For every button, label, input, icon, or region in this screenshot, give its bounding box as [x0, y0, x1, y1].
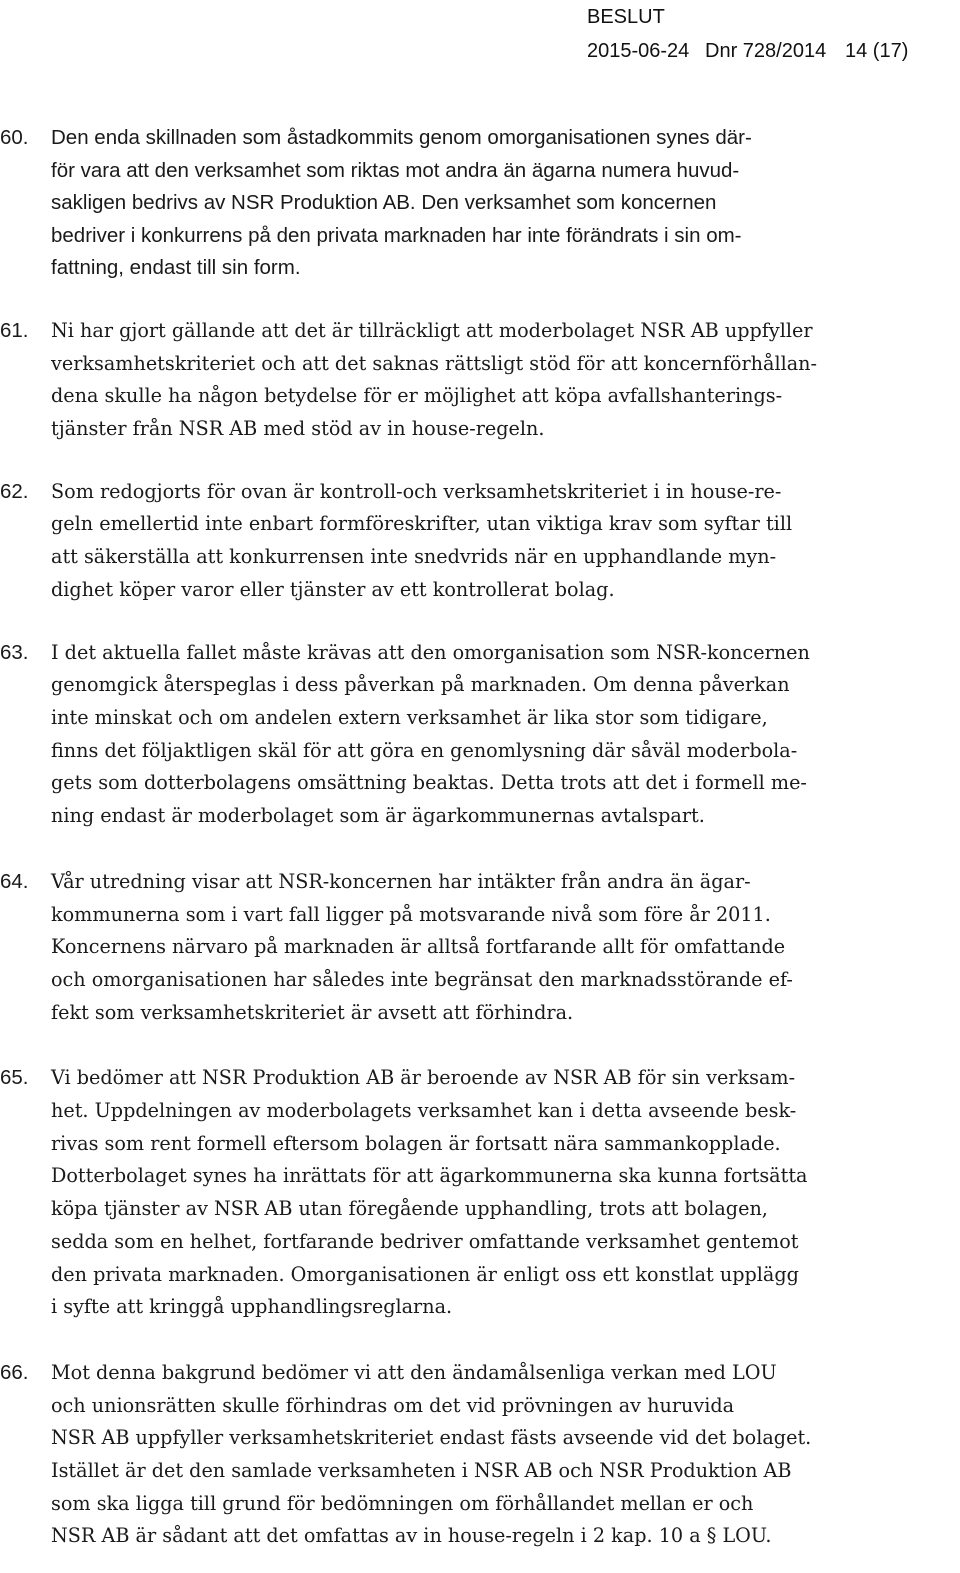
text-line: köpa tjänster av NSR AB utan föregående upphandling, trots att bolagen,: [51, 1197, 768, 1221]
text-line: Som redogjorts för ovan är kontroll-och verksamhetskriteriet i in house-re-: [51, 479, 782, 503]
paragraph-63: [0, 637, 960, 833]
text-line: som ska ligga till grund för bedömningen om förhållandet mellan er och: [51, 1491, 754, 1515]
header-meta-row: [587, 34, 960, 68]
paragraph-number: 65.: [0, 1066, 29, 1090]
text-line: fattning, endast till sin form.: [51, 256, 301, 280]
text-line: för vara att den verksamhet som riktas mot andra än ägarna numera huvud-: [51, 158, 740, 182]
text-line: finns det följaktligen skäl för att göra en genomlysning där såväl moderbola-: [51, 738, 798, 762]
paragraph-text: [51, 1357, 900, 1553]
text-line: rivas som rent formell eftersom bolagen är fortsatt nära sammankopplade.: [51, 1131, 781, 1155]
text-line: NSR AB uppfyller verksamhetskriteriet endast fästs avseende vid det bolaget.: [51, 1426, 812, 1450]
text-line: I det aktuella fallet måste krävas att den omorganisation som NSR-koncernen: [51, 640, 810, 664]
text-line: sedda som en helhet, fortfarande bedriver omfattande verksamhet gentemot: [51, 1229, 799, 1253]
case-number: Dnr 728/2014: [705, 40, 827, 62]
document-type: BESLUT: [587, 6, 665, 28]
text-line: Dotterbolaget synes ha inrättats för att ägarkommunerna ska kunna fortsätta: [51, 1164, 808, 1188]
paragraph-number: 66.: [0, 1360, 29, 1384]
text-line: inte minskat och om andelen extern verksamhet är lika stor som tidigare,: [51, 706, 768, 729]
page-number: 14 (17): [845, 40, 909, 62]
paragraph-61: [0, 315, 960, 446]
paragraph-text: [51, 476, 900, 607]
text-line: genomgick återspeglas i dess påverkan på marknaden. Om denna påverkan: [51, 673, 790, 697]
paragraph-number: 62.: [0, 479, 29, 503]
text-line: i syfte att kringgå upphandlingsreglarna.: [51, 1295, 453, 1319]
text-line: geln emellertid inte enbart formföreskrifter, utan viktiga krav som syftar till: [51, 512, 793, 536]
paragraph-number: 63.: [0, 640, 29, 664]
document-body: [0, 122, 960, 1553]
text-line: NSR AB är sådant att det omfattas av in house-regeln i 2 kap. 10 a § LOU.: [51, 1524, 772, 1548]
text-line: Vår utredning visar att NSR-koncernen har intäkter från andra än ägar-: [51, 869, 751, 893]
text-line: sakligen bedrivs av NSR Produktion AB. Den verksamhet som koncernen: [51, 191, 717, 215]
paragraph-text: [51, 637, 900, 833]
text-line: och omorganisationen har således inte begränsat den marknadsstörande ef-: [51, 967, 793, 991]
paragraph-number: 61.: [0, 318, 29, 342]
text-line: kommunerna som i vart fall ligger på motsvarande nivå som före år 2011.: [51, 902, 771, 926]
text-line: tjänster från NSR AB med stöd av in house-regeln.: [51, 417, 545, 441]
paragraph-65: [0, 1062, 960, 1324]
text-line: och unionsrätten skulle förhindras om det vid prövningen av huruvida: [51, 1393, 735, 1417]
text-line: ning endast är moderbolaget som är ägarkommunernas avtalspart.: [51, 804, 705, 828]
paragraph-number: 60.: [0, 126, 29, 149]
decision-date: 2015-06-24: [587, 40, 690, 62]
text-line: den privata marknaden. Omorganisationen är enligt oss ett konstlat upplägg: [51, 1262, 799, 1286]
text-line: dena skulle ha någon betydelse för er möjlighet att köpa avfallshanterings-: [51, 384, 783, 408]
paragraph-66: [0, 1357, 960, 1553]
text-line: gets som dotterbolagens omsättning beaktas. Detta trots att det i formell me-: [51, 771, 807, 795]
text-line: het. Uppdelningen av moderbolagets verksamhet kan i detta avseende besk-: [51, 1099, 797, 1123]
document-header: [587, 0, 960, 68]
text-line: fekt som verksamhetskriteriet är avsett att förhindra.: [51, 1000, 574, 1024]
text-line: att säkerställa att konkurrensen inte snedvrids när en upphandlande myn-: [51, 545, 777, 569]
text-line: Vi bedömer att NSR Produktion AB är beroende av NSR AB för sin verksam-: [51, 1066, 796, 1090]
text-line: Koncernens närvaro på marknaden är alltså fortfarande allt för omfattande: [51, 935, 786, 959]
paragraph-number: 64.: [0, 869, 29, 893]
paragraph-text: [51, 122, 900, 285]
text-line: Ni har gjort gällande att det är tillräckligt att moderbolaget NSR AB uppfyller: [51, 318, 813, 342]
paragraph-64: [0, 866, 960, 1030]
text-line: Mot denna bakgrund bedömer vi att den ändamålsenliga verkan med LOU: [51, 1360, 777, 1384]
paragraph-text: [51, 866, 900, 1030]
paragraph-text: [51, 1062, 900, 1324]
text-line: dighet köper varor eller tjänster av ett kontrollerat bolag.: [51, 577, 615, 601]
text-line: Istället är det den samlade verksamheten i NSR AB och NSR Produktion AB: [51, 1459, 792, 1483]
text-line: verksamhetskriteriet och att det saknas rättsligt stöd för att koncernförhållan-: [51, 351, 818, 375]
paragraph-62: [0, 476, 960, 607]
paragraph-text: [51, 315, 900, 446]
text-line: bedriver i konkurrens på den privata marknaden har inte förändrats i sin om-: [51, 223, 742, 247]
text-line: Den enda skillnaden som åstadkommits genom omorganisationen synes där-: [51, 126, 752, 149]
paragraph-60: [0, 122, 960, 285]
